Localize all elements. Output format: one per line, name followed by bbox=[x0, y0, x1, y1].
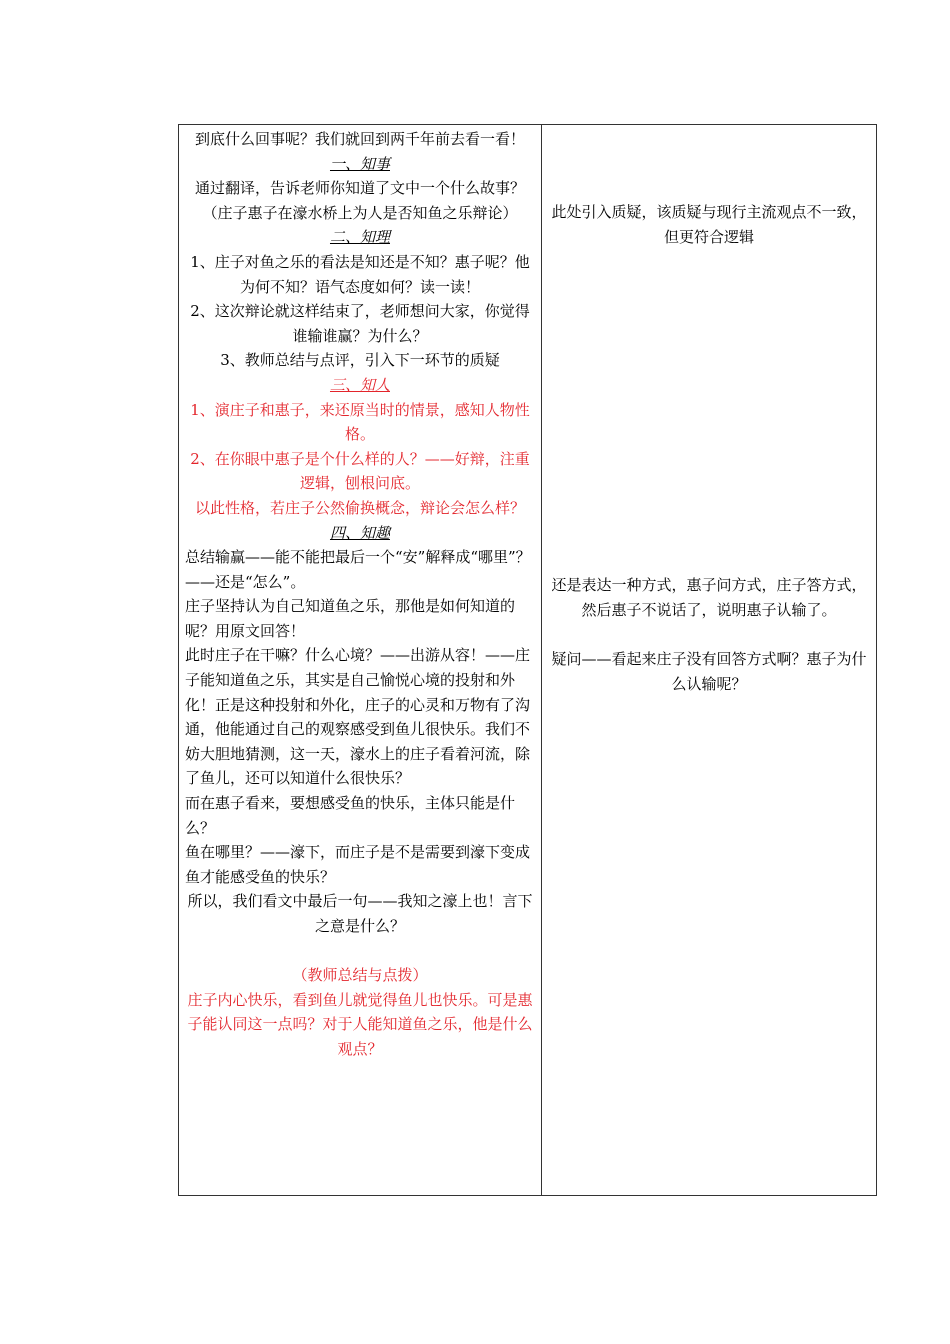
lesson-table bbox=[178, 124, 877, 1196]
note-doubt-intro: 此处引入质疑，该质疑与现行主流观点不一致，但更符合逻辑 bbox=[551, 203, 867, 246]
section-4-item-3: 此时庄子在干嘛？什么心境？——出游从容！——庄子能知道鱼之乐，其实是自己愉悦心境的投射和外化！正是这种投射和外化，庄子的心灵和万物有了沟通，他能通过自己的观察感受到鱼儿很快乐。我们不妨大胆地猜测，这一天，濠水上的庄子看着河流，除了鱼儿，还可以知道什么很快乐？ bbox=[185, 646, 531, 788]
teaching-content-column bbox=[185, 127, 535, 1062]
blank-line bbox=[185, 939, 535, 964]
section-1-answer: （庄子惠子在濠水桥上为人是否知鱼之乐辩论） bbox=[202, 203, 518, 222]
section-heading-4: 四、知趣 bbox=[329, 523, 390, 542]
section-3-item-1: 1、演庄子和惠子，来还原当时的情景，感知人物性格。 bbox=[190, 400, 530, 444]
section-heading-1: 一、知事 bbox=[329, 154, 390, 173]
section-2-item-2: 2、这次辩论就这样结束了，老师想问大家，你觉得谁输谁赢？为什么？ bbox=[190, 302, 530, 345]
section-4-item-6: 所以，我们看文中最后一句——我知之濠上也！言下之意是什么？ bbox=[187, 892, 533, 935]
section-2-item-1: 1、庄子对鱼之乐的看法是知还是不知？惠子呢？他为何不知？语气态度如何？读一读！ bbox=[190, 252, 530, 296]
teacher-summary-text: 庄子内心快乐，看到鱼儿就觉得鱼儿也快乐。可是惠子能认同这一点吗？对于人能知道鱼之乐，他是什么观点？ bbox=[187, 990, 533, 1058]
column-divider bbox=[541, 125, 542, 1195]
section-4-item-2: 庄子坚持认为自己知道鱼之乐，那他是如何知道的呢？用原文回答！ bbox=[185, 597, 516, 640]
section-3-item-3: 以此性格，若庄子公然偷换概念，辩论会怎么样？ bbox=[194, 498, 525, 517]
section-1-question: 通过翻译，告诉老师你知道了文中一个什么故事？ bbox=[194, 179, 525, 198]
intro-text: 到底什么回事呢？我们就回到两千年前去看一看！ bbox=[194, 130, 525, 148]
section-heading-3: 三、知人 bbox=[329, 375, 390, 394]
section-heading-2: 二、知理 bbox=[329, 228, 390, 247]
section-4-item-5: 鱼在哪里？——濠下，而庄子是不是需要到濠下变成鱼才能感受鱼的快乐？ bbox=[185, 843, 531, 886]
note-question: 疑问——看起来庄子没有回答方式啊？惠子为什么认输呢？ bbox=[551, 650, 867, 693]
note-method: 还是表达一种方式，惠子问方式，庄子答方式，然后惠子不说话了，说明惠子认输了。 bbox=[551, 576, 867, 619]
section-3-item-2: 2、在你眼中惠子是个什么样的人？——好辩，注重逻辑，刨根问底。 bbox=[190, 449, 530, 493]
section-4-item-4: 而在惠子看来，要想感受鱼的快乐，主体只能是什么？ bbox=[185, 794, 516, 837]
section-2-item-3: 3、教师总结与点评，引入下一环节的质疑 bbox=[220, 351, 500, 370]
teacher-summary-title: （教师总结与点拨） bbox=[292, 966, 428, 985]
section-4-item-1: 总结输赢——能不能把最后一个“安”解释成“哪里”？——还是“怎么”。 bbox=[185, 548, 531, 591]
